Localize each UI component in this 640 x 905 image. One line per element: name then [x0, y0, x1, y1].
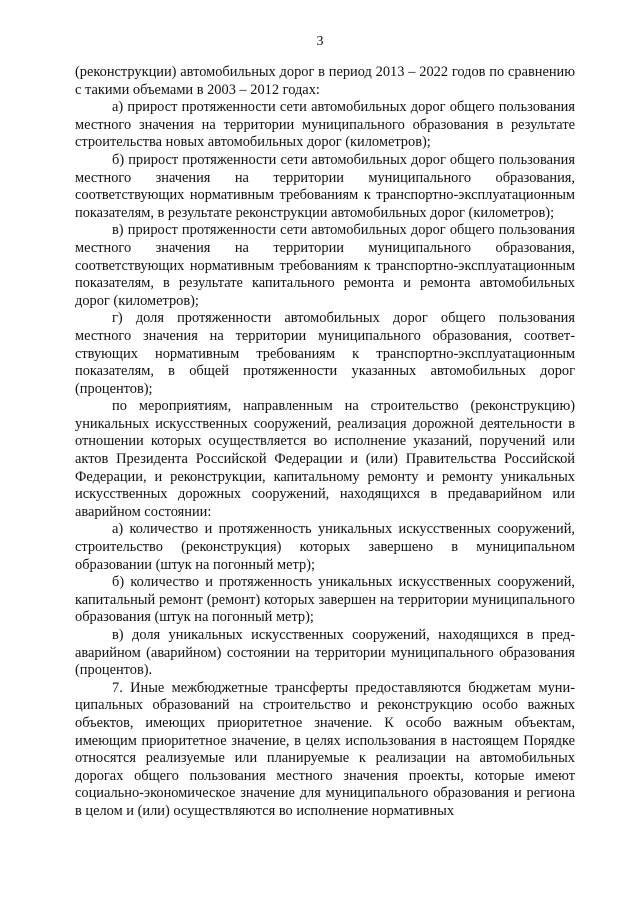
paragraph: в) доля уникальных искусственных сооружений, находящихся в предаварийном (аварийном) состоянии на территории муниципального образования (процентов).	[75, 627, 575, 679]
paragraph: б) количество и протяженность уникальных искусственных сооружений, капитальный ремонт (ремонт) которых завершен на территории муниципального образования (штук на погонный метр);	[75, 574, 575, 626]
paragraph: 7. Иные межбюджетные трансферты предоставляются бюджетам муниципальных образований на строительство и реконструкцию особо важных объектов, имеющих приоритетное значение. К особо важным объектам, имеющим приоритетное значение, в целях использования в настоящем Порядке относятся реализуемые или планируемые к реализации на автомобильных дорогах общего пользования местного значения проекты, которые имеют социально-экономическое значение для муниципального образования и региона в целом и (или) осуществляются во исполнение нормативных	[75, 679, 575, 819]
paragraph: а) прирост протяженности сети автомобильных дорог общего пользования местного значения на территории муниципального образования в результате строительства новых автомобильных дорог (километров);	[75, 99, 575, 151]
document-body	[75, 64, 575, 821]
paragraph: в) прирост протяженности сети автомобильных дорог общего пользования местного значения на территории муниципального образования, соответствующих нормативным требованиям к транспортно-эксплуатационным показателям, в результате капитального ремонта и ремонта автомобильных дорог (километров);	[75, 222, 575, 309]
paragraph: (реконструкции) автомобильных дорог в период 2013 – 2022 годов по сравнению с такими объемами в 2003 – 2012 годах:	[75, 64, 575, 98]
paragraph: г) доля протяженности автомобильных дорог общего пользования местного значения на территории муниципального образования, соответствующих нормативным требованиям к транспортно-эксплуатационным показателям, в общей протяженности указанных автомобильных дорог (процентов);	[75, 310, 575, 397]
paragraph: а) количество и протяженность уникальных искусственных сооружений, строительство (реконструкция) которых завершено в муниципальном образовании (штук на погонный метр);	[75, 521, 575, 573]
paragraph: б) прирост протяженности сети автомобильных дорог общего пользования местного значения на территории муниципального образования, соответствующих нормативным требованиям к транспортно-эксплуатационным показателям, в результате реконструкции автомобильных дорог (километров);	[75, 151, 575, 221]
paragraph: по мероприятиям, направленным на строительство (реконструкцию) уникальных искусственных сооружений, реализация дорожной деятельности в отношении которых осуществляется во исполнение указаний, поручений или актов Президента Российской Федерации и (или) Правительства Российской Федерации, и реконструкции, капитальному ремонту и ремонту уникальных искусственных дорожных сооружений, находящихся в предаварийном или аварийном состоянии:	[75, 398, 575, 520]
page-number: 3	[316, 34, 324, 49]
